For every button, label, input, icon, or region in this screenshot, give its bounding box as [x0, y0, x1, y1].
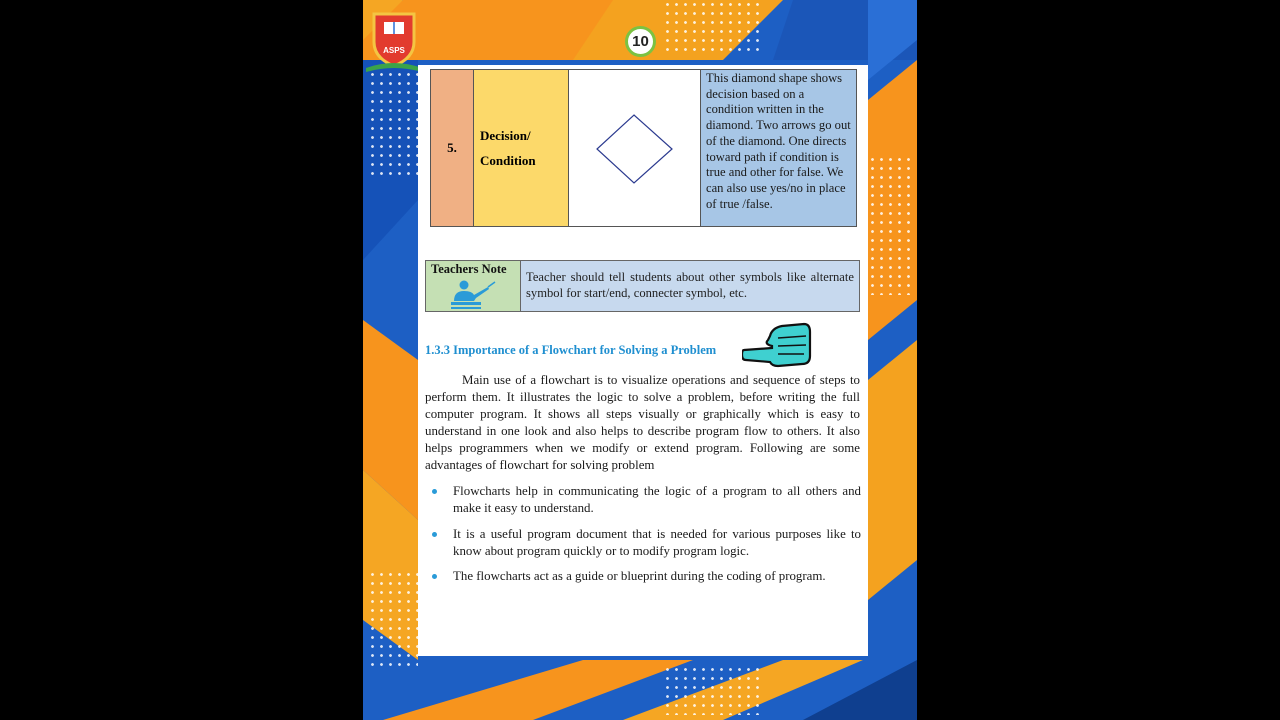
- symbol-name-line1: Decision/: [480, 128, 531, 143]
- teachers-note-box: [425, 260, 860, 312]
- row-number: 5.: [431, 70, 474, 226]
- bullet-item-1: Flowcharts help in communicating the logic of a program to all others and make it easy to understand.: [453, 484, 861, 515]
- teachers-note-text: Teacher should tell students about other symbols like alternate symbol for start/end, connecter symbol, etc.: [521, 261, 859, 311]
- symbol-table-row: [430, 69, 857, 227]
- bullet-dot: [432, 574, 437, 579]
- logo-text: ASPS: [383, 46, 405, 55]
- symbol-shape-cell: [569, 70, 701, 226]
- teachers-note-label-cell: [426, 261, 521, 311]
- bullet-item-3: The flowcharts act as a guide or blueprint during the coding of program.: [453, 569, 826, 583]
- bullet-dot: [432, 532, 437, 537]
- teachers-note-title: Teachers Note: [431, 262, 507, 276]
- pointing-hand-icon: [742, 320, 812, 370]
- symbol-description: This diamond shape shows decision based on a condition written in the diamond. Two arrows go out of the diamond. One directs toward path if condition is true and other for false. We can also use yes/no in place of true /false.: [701, 70, 856, 226]
- teacher-pointing-icon: [448, 279, 498, 311]
- bullet-item-2: It is a useful program document that is needed for various purposes like to know about program quickly or to modify program logic.: [453, 527, 861, 558]
- page-number: 10: [625, 26, 656, 57]
- symbol-name-cell: [474, 70, 569, 226]
- symbol-name-line2: Condition: [480, 153, 536, 168]
- section-paragraph: [425, 372, 860, 473]
- bullet-dot: [432, 489, 437, 494]
- section-paragraph-text: Main use of a flowchart is to visualize operations and sequence of steps to perform them. It illustrates the logic to solve a problem, before writing the full computer program. It shows all steps visually or graphically which is easy to understand in one look and also helps to describe program flow to others. It also helps programmers when we modify or extend program. Following are some advantages of flowchart for solving problem: [425, 373, 860, 472]
- diamond-shape-icon: [569, 70, 701, 226]
- school-crest-icon: [364, 8, 424, 74]
- section-heading: 1.3.3 Importance of a Flowchart for Solving a Problem: [425, 343, 717, 357]
